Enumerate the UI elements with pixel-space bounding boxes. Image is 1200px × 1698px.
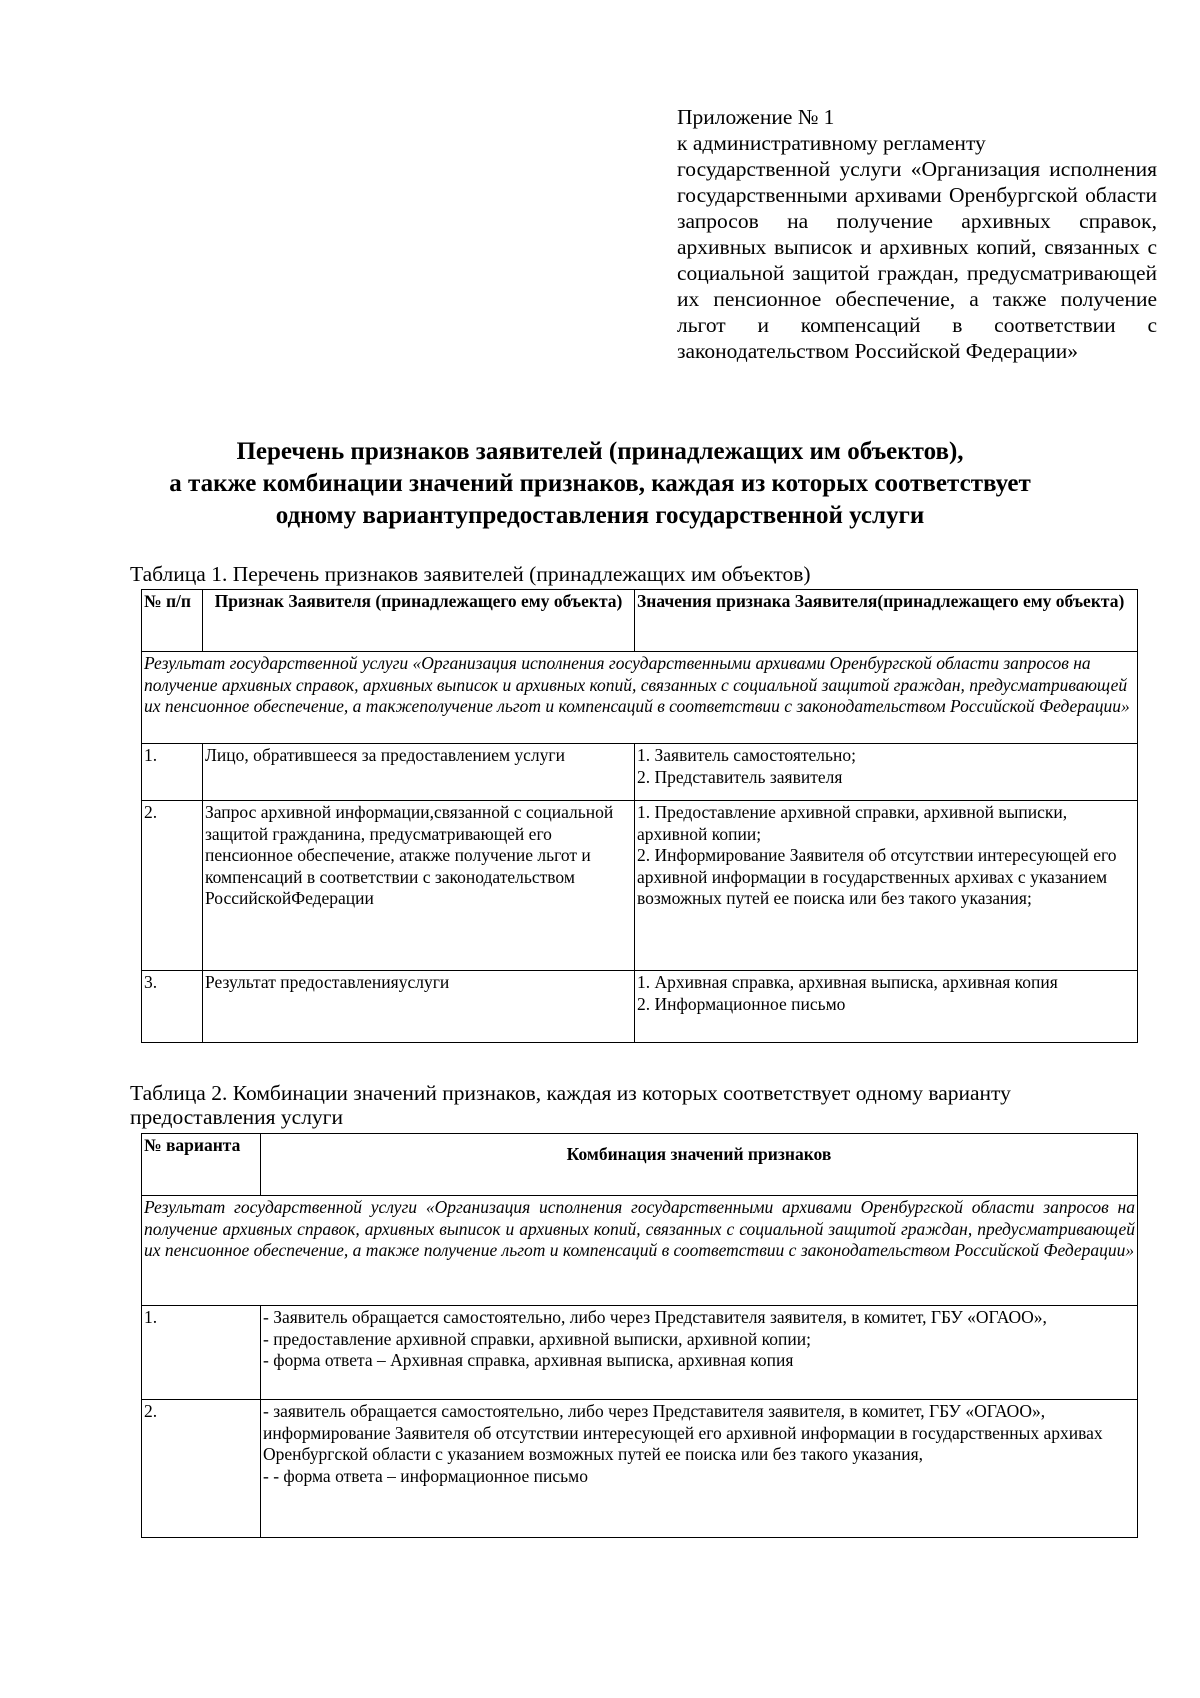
table1-applicant-attributes (141, 589, 1138, 1043)
table1-row2-num: 2. (142, 801, 203, 971)
table-row (142, 1400, 1138, 1538)
table1-row1-values (635, 744, 1138, 801)
table2-result-row (142, 1196, 1138, 1306)
document-title (120, 436, 1080, 532)
appendix-regulation-name: государственной услуги «Организация исполнения государственными архивами Оренбургской области запросов на получение архивных справок, архивных выписок и архивных копий, связанных с социальной защитой граждан, предусматривающей их пенсионное обеспечение, а также получение льгот и компенсаций в соответствии с законодательством Российской Федерации» (677, 157, 1157, 363)
table2-attribute-combinations (141, 1133, 1138, 1538)
table1-result-row (142, 652, 1138, 744)
table-row (142, 744, 1138, 801)
table2-row1-lines (261, 1306, 1138, 1400)
table2-row1-line-2: - предоставление архивной справки, архивной выписки, архивной копии; (263, 1328, 811, 1349)
table1-row1-value-1: 1. Заявитель самостоятельно; (637, 745, 856, 765)
table1-row3-num: 3. (142, 971, 203, 1043)
table1-row1-num: 1. (142, 744, 203, 801)
table1-row1-value-2: 2. Представитель заявителя (637, 766, 843, 787)
table1-row3-attribute: Результат предоставленияуслуги (203, 971, 635, 1043)
table1-row3-value-1: 1. Архивная справка, архивная выписка, архивная копия (637, 972, 1058, 992)
title-line-2: а также комбинации значений признаков, каждая из которых соответствует (169, 470, 1031, 497)
table2-row2-num: 2. (142, 1400, 261, 1538)
table2-row1-num: 1. (142, 1306, 261, 1400)
appendix-number: Приложение № 1 (677, 105, 835, 129)
table2-row2-line-2: информирование Заявителя об отсутствии интересующей его архивной информации в государственных архивах Оренбургской области с указанием возможных путей ее поиска или без такого указания, (263, 1422, 1103, 1464)
table1-caption: Таблица 1. Перечень признаков заявителей (принадлежащих им объектов) (130, 562, 811, 586)
table1-row2-value-1: 1. Предоставление архивной справки, архивной выписки, архивной копии; (637, 802, 1068, 844)
table2-header-num: № варианта (142, 1134, 261, 1196)
table1-row1-attribute: Лицо, обратившееся за предоставлением услуги (203, 744, 635, 801)
table1-row2-attribute: Запрос архивной информации,связанной с социальной защитой гражданина, предусматривающей его пенсионное обеспечение, атакже получение льгот и компенсаций в соответствии с законодательством РоссийскойФедерации (203, 801, 635, 971)
table1-header-values: Значения признака Заявителя(принадлежащего ему объекта) (635, 590, 1138, 652)
table1-header-attribute: Признак Заявителя (принадлежащего ему объекта) (203, 590, 635, 652)
table2-result-text: Результат государственной услуги «Организация исполнения государственными архивами Оренбургской области запросов на получение архивных справок, архивных выписок и архивных копий, связанных с социальной защитой граждан, предусматривающей их пенсионное обеспечение, а также получение льгот и компенсаций в соответствии с законодательством Российской Федерации» (142, 1196, 1138, 1306)
table2-row1-line-3: - форма ответа – Архивная справка, архивная выписка, архивная копия (263, 1350, 794, 1370)
table1-row3-value-2: 2. Информационное письмо (637, 993, 846, 1014)
table2-row2-lines (261, 1400, 1138, 1538)
appendix-block (677, 104, 1157, 364)
title-line-1: Перечень признаков заявителей (принадлежащих им объектов), (236, 438, 964, 465)
table2-row2-line-1: - заявитель обращается самостоятельно, либо через Представителя заявителя, в комитет, ГБУ «ОГАОО», (263, 1401, 1046, 1421)
table2-header-combination: Комбинация значений признаков (261, 1134, 1138, 1196)
table2-caption: Таблица 2. Комбинации значений признаков, каждая из которых соответствует одному варианту предоставления услуги (130, 1081, 1011, 1129)
appendix-subtitle: к административному регламенту (677, 131, 986, 155)
table1-row3-values (635, 971, 1138, 1043)
table1-header-row (142, 590, 1138, 652)
title-line-3: одному вариантупредоставления государственной услуги (275, 502, 925, 529)
table1-row2-value-2: 2. Информирование Заявителя об отсутствии интересующей его архивной информации в государственных архивах с указанием возможных путей ее поиска или без такого указания; (637, 845, 1117, 908)
table1-header-num: № п/п (142, 590, 203, 652)
table-row (142, 801, 1138, 971)
table1-result-text: Результат государственной услуги «Организация исполнения государственными архивами Оренбургской области запросов на получение архивных справок, архивных выписок и архивных копий, связанных с социальной защитой граждан, предусматривающей их пенсионное обеспечение, а такжеполучение льгот и компенсаций в соответствии с законодательством Российской Федерации» (142, 652, 1138, 744)
table2-row1-line-1: - Заявитель обращается самостоятельно, либо через Представителя заявителя, в комитет, ГБУ «ОГАОО», (263, 1307, 1047, 1327)
table-row (142, 971, 1138, 1043)
table2-header-row (142, 1134, 1138, 1196)
table1-row2-values (635, 801, 1138, 971)
table2-row2-line-3: - - форма ответа – информационное письмо (263, 1465, 588, 1486)
table-row (142, 1306, 1138, 1400)
